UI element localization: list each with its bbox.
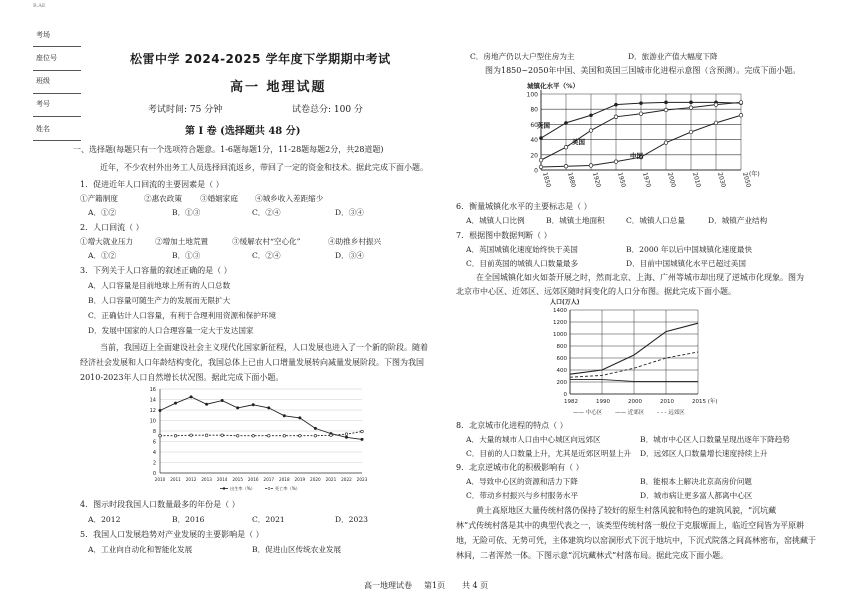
- q9-option-b[interactable]: B．能根本上解决北京高房价问题: [640, 477, 752, 486]
- death-rate-point: [205, 434, 208, 437]
- corner-mark: B.AE: [33, 3, 46, 9]
- legend-inner: —— 近郊区: [615, 410, 645, 416]
- field-exam-number: 考号: [36, 100, 50, 108]
- series-label: 美国: [572, 138, 585, 147]
- q1-option-c[interactable]: C．②④: [252, 208, 281, 217]
- death-rate-point: [283, 434, 286, 437]
- death-rate-point: [330, 434, 333, 437]
- q2-option-b[interactable]: B．①③: [172, 251, 201, 260]
- q2-item: ①增大就业压力: [80, 237, 134, 246]
- x-tick-label: 2015 (年): [692, 399, 718, 405]
- chart-grid: [160, 389, 362, 473]
- q4-option-a[interactable]: A．2012: [88, 515, 121, 524]
- y-tick-label: 40: [530, 137, 538, 145]
- series-point: [564, 164, 568, 168]
- q2-item: ③缓解农村“空心化”: [232, 237, 301, 246]
- legend-birth-label: 出生率（%）: [230, 486, 255, 491]
- y-tick-label: 0: [152, 471, 156, 477]
- x-tick-label: 1970: [641, 171, 652, 189]
- birth-rate-point: [190, 395, 193, 398]
- x-tick-label: 2010: [154, 477, 166, 482]
- q9-option-c[interactable]: C．带动乡村振兴与乡村服务水平: [466, 491, 579, 500]
- footer-title: 高一地理试卷: [364, 581, 412, 590]
- divider: [33, 140, 81, 141]
- q3-option-d[interactable]: D．发展中国家的人口合理容量一定大于发达国家: [88, 326, 254, 335]
- series-point: [689, 101, 693, 105]
- q6-option-c[interactable]: C．城镇人口总量: [626, 216, 685, 225]
- series-point: [614, 115, 618, 119]
- death-rate-point: [236, 434, 239, 437]
- passage-text: 林间，二者浑然一体。下图示意“沉坑藏林式”村落布局。据此完成下面小题。: [456, 551, 729, 560]
- question-3-stem: 3．下列关于人口容量的叙述正确的是（ ）: [80, 266, 232, 275]
- q4-option-b[interactable]: B．2016: [172, 515, 205, 524]
- y-tick-label: 6: [152, 439, 156, 446]
- q8-option-a[interactable]: A．大量的城市人口由中心城区向远郊区: [466, 435, 601, 444]
- q3-option-b[interactable]: B．人口容量可随生产力的发展而无限扩大: [88, 296, 231, 305]
- x-tick-label: 2030: [716, 171, 727, 189]
- death-rate-point: [174, 434, 177, 437]
- series-point: [614, 160, 618, 164]
- y-tick-label: 60: [530, 121, 538, 129]
- x-tick-label: 1982: [564, 399, 578, 405]
- x-tick-label: 2020: [310, 477, 321, 482]
- field-name: 姓名: [36, 125, 50, 133]
- exam-title: 松雷中学 2024-2025 学年度下学期期中考试: [130, 52, 391, 66]
- death-rate-point: [190, 434, 193, 437]
- q5-option-b[interactable]: B．促进山区传统农业发展: [252, 545, 342, 554]
- field-seat: 座位号: [36, 54, 57, 62]
- legend-birth-marker: [223, 487, 225, 489]
- divider: [33, 93, 81, 94]
- x-tick-label: 2017: [263, 477, 275, 482]
- x-unit-label: (年): [749, 171, 760, 178]
- birth-rate-point: [361, 438, 364, 441]
- series-point: [664, 108, 668, 112]
- exam-score: 试卷总分: 100 分: [292, 105, 363, 115]
- divider: [33, 46, 81, 47]
- passage-text: 黄土高原地区大量传统村落仍保持了较好的原生村落风貌和特色的建筑风貌，“沉坑藏: [476, 506, 777, 515]
- birth-rate-point: [205, 403, 208, 406]
- beijing-population-chart: [530, 296, 740, 418]
- birth-rate-point: [174, 402, 177, 405]
- y-axis-title: 城镇化水平（%）: [527, 82, 580, 90]
- series-point: [564, 121, 568, 125]
- y-tick-label: 2: [152, 460, 156, 467]
- y-axis-title: 人口(万人): [550, 299, 580, 306]
- x-tick-label: 2011: [170, 477, 181, 482]
- y-tick-label: 0: [534, 167, 538, 175]
- section-instructions: 一、选择题(每题只有一个选项符合题意。1-6题每题1分，11-28题每题2分，共28道题): [73, 145, 384, 154]
- question-5-stem: 5．我国人口发展趋势对产业发展的主要影响是（ ）: [80, 530, 264, 539]
- series-point: [739, 101, 743, 105]
- q5-option-d[interactable]: D．旅游业产值大幅度下降: [628, 52, 718, 61]
- x-tick-label: 1850: [541, 171, 552, 189]
- y-tick-label: 100: [526, 91, 538, 99]
- question-1-stem: 1．促进近年人口回流的主要因素是（ ）: [80, 180, 224, 189]
- passage-text: 当前，我国迈上全面建设社会主义现代化国家新征程，人口发展也进入了一个新的阶段。随着: [100, 343, 428, 352]
- urbanization-chart: [505, 80, 775, 198]
- chart-labels: [527, 81, 760, 188]
- q8-option-b[interactable]: B．城市中心区人口数量呈现出逐年下降趋势: [640, 435, 790, 444]
- y-tick-label: 8: [152, 429, 156, 435]
- passage-text: 图为1850~2050年中国、美国和英国三国城市化进程示意图（含预测）。完成下面小题。: [485, 66, 801, 75]
- death-rate-point: [361, 430, 364, 433]
- q6-option-d[interactable]: D．城镇产业结构: [708, 216, 768, 225]
- q1-item: ②惠农政策: [144, 194, 182, 203]
- birth-rate-point: [236, 406, 239, 409]
- birth-rate-point: [159, 409, 162, 412]
- y-tick-label: 600: [556, 356, 567, 362]
- y-tick-label: 1000: [553, 332, 567, 338]
- question-6-stem: 6．衡量城镇化水平的主要标志是（ ）: [456, 202, 592, 211]
- birth-rate-point: [345, 436, 348, 439]
- q1-option-a[interactable]: A．①②: [88, 208, 117, 217]
- death-rate-point: [221, 434, 224, 437]
- series-label: 英国: [537, 121, 550, 130]
- legend-outer: - - - 远郊区: [657, 410, 685, 416]
- y-tick-label: 1200: [553, 320, 567, 326]
- q6-option-b[interactable]: B．城镇土地面积: [546, 216, 605, 225]
- x-tick-label: 2015: [232, 477, 244, 482]
- q7-option-d[interactable]: D．目前中国城镇化水平已超过美国: [626, 259, 746, 268]
- exam-time: 考试时间: 75 分钟: [148, 105, 223, 115]
- x-tick-label: 2000: [628, 399, 642, 405]
- birth-rate-point: [314, 427, 317, 430]
- q3-option-a[interactable]: A．人口容量是目前地球上所有的人口总数: [88, 281, 231, 290]
- series-point: [589, 129, 593, 133]
- legend-center: —— 中心区: [573, 410, 603, 416]
- series-point: [614, 103, 618, 107]
- series-point: [664, 141, 668, 145]
- q1-item: ③婚姻家庭: [200, 194, 238, 203]
- passage-text: 北京市中心区、近郊区、远郊区随时间变化的人口分布图。据此完成下面小题。: [456, 287, 736, 296]
- x-tick-label: 2023: [356, 477, 368, 482]
- field-class: 班级: [36, 77, 50, 85]
- q4-option-d[interactable]: D．2023: [335, 515, 369, 524]
- y-tick-label: 20: [530, 152, 538, 160]
- q8-option-d[interactable]: D．远郊区人口数量增长速度持续上升: [640, 449, 768, 458]
- x-tick-label: 2050: [741, 171, 752, 189]
- q1-item: ④城乡收入差距缩少: [255, 194, 324, 203]
- death-rate-point: [267, 434, 270, 437]
- y-tick-label: 400: [556, 368, 567, 374]
- chart-series: [159, 395, 364, 441]
- series-point: [689, 106, 693, 110]
- series-point: [639, 112, 643, 116]
- y-tick-label: 0: [563, 392, 567, 398]
- question-2-stem: 2．人口回流（ ）: [80, 223, 144, 232]
- series-point: [664, 101, 668, 105]
- series-point: [714, 121, 718, 125]
- x-tick-label: 2012: [185, 477, 197, 482]
- question-9-stem: 9．北京逆城市化的积极影响有（ ）: [456, 463, 584, 472]
- passage-text: 经济社会发展和人口年龄结构变化，我国总体上已由人口增量发展转向减量发展阶段。下图为我国: [80, 358, 424, 367]
- y-tick-label: 80: [530, 106, 538, 114]
- passage-text: 近年，不少农村外出务工人员选择回流返乡，带回了一定的资金和技术。据此完成下面小题。: [100, 163, 428, 172]
- series-point: [639, 101, 643, 105]
- divider: [33, 116, 81, 117]
- x-tick-label: 2010: [660, 399, 674, 405]
- birth-rate-point: [267, 406, 270, 409]
- q8-option-c[interactable]: C．目前的人口数量上升，尤其是近郊区明显上升: [466, 449, 632, 458]
- y-tick-label: 12: [149, 408, 156, 414]
- death-rate-point: [345, 433, 348, 436]
- passage-text: 地，无险可依、无势可凭，主体建筑均以窑洞形式下沉于地坑中，下沉式院落之间高林密布，窑挑藏于: [456, 536, 816, 545]
- series-point: [539, 165, 543, 169]
- birth-rate-point: [283, 414, 286, 417]
- q1-item: ①产籍制度: [80, 194, 118, 203]
- q5-option-a[interactable]: A．工业向自动化和智能化发展: [88, 545, 193, 554]
- series-point: [739, 113, 743, 117]
- q6-option-a[interactable]: A．城镇人口比例: [466, 216, 525, 225]
- x-tick-label: 2022: [341, 477, 352, 482]
- x-tick-label: 2018: [278, 477, 290, 482]
- chart-labels: [150, 387, 368, 492]
- question-4-stem: 4．图示时段我国人口数量最多的年份是（ ）: [80, 500, 240, 509]
- x-tick-label: 1950: [616, 171, 627, 189]
- series-point: [589, 164, 593, 168]
- q2-item: ②增加土地荒置: [155, 237, 209, 246]
- q3-option-c[interactable]: C．正确估计人口容量，有利于合理利用资源和保护环境: [88, 311, 277, 320]
- x-tick-label: 2019: [294, 477, 306, 482]
- legend-death-marker: [268, 487, 270, 489]
- footer-total: 共 4 页: [462, 581, 489, 590]
- legend-death-label: 死亡率（%）: [275, 486, 300, 491]
- question-7-stem: 7．根据图中数据判断（ ）: [456, 231, 552, 240]
- x-tick-label: 1880: [566, 171, 577, 189]
- x-tick-label: 2016: [247, 477, 259, 482]
- y-tick-label: 16: [149, 387, 156, 393]
- q4-option-c[interactable]: C．2021: [252, 515, 285, 524]
- y-tick-label: 14: [149, 397, 156, 404]
- death-rate-point: [299, 434, 302, 437]
- birth-rate-point: [252, 403, 255, 406]
- q7-option-b[interactable]: B．2000 年以后中国城镇化速度最快: [626, 245, 753, 254]
- field-exam-room: 考场: [36, 31, 50, 39]
- series-label: 中国: [630, 151, 643, 160]
- series-point: [589, 113, 593, 117]
- y-tick-label: 4: [152, 450, 156, 456]
- divider: [33, 70, 81, 71]
- x-tick-label: 2010: [691, 171, 702, 189]
- q2-option-a[interactable]: A．①②: [88, 251, 117, 260]
- passage-text: 林”式传统村落是其中的典型代表之一，该类型传统村落一般位于克服塬面上，临近空间皆为平原耕: [456, 521, 805, 530]
- q2-option-c[interactable]: C．②④: [252, 251, 281, 260]
- population-growth-chart: [140, 383, 372, 493]
- y-tick-label: 1400: [553, 308, 567, 314]
- x-tick-label: 1920: [591, 171, 602, 189]
- q5-option-c[interactable]: C．房地产仍以大户型住房为主: [470, 52, 575, 61]
- birth-rate-point: [298, 416, 301, 419]
- x-tick-label: 2000: [666, 171, 677, 189]
- y-tick-label: 10: [149, 418, 156, 425]
- series-point: [539, 158, 543, 162]
- death-rate-point: [314, 434, 317, 437]
- x-tick-label: 2014: [216, 477, 228, 482]
- footer-page: 第1页: [424, 581, 446, 590]
- q9-option-a[interactable]: A．导致中心区的资源和活力下降: [466, 477, 578, 486]
- series-point: [539, 136, 543, 140]
- q1-option-b[interactable]: B．①③: [172, 208, 201, 217]
- birth-rate-point: [221, 399, 224, 402]
- q7-option-a[interactable]: A．英国城镇化速度始终快于美国: [466, 245, 578, 254]
- x-tick-label: 2013: [201, 477, 212, 482]
- series-point: [564, 145, 568, 149]
- y-tick-label: 800: [556, 344, 567, 350]
- q1-option-d[interactable]: D．③④: [335, 208, 364, 217]
- q9-option-d[interactable]: D．城市病让更多富人都离中心区: [640, 491, 753, 500]
- passage-text: 在全国城镇化如火如荼开展之时，然而北京、上海、广州等城市却出现了逆城市化现象。图为: [476, 273, 804, 282]
- death-rate-point: [252, 434, 255, 437]
- y-tick-label: 200: [556, 380, 567, 386]
- x-tick-label: 2021: [325, 477, 337, 482]
- passage-text: 2010-2023年人口自然增长状况图。据此完成下面小题。: [80, 373, 284, 382]
- question-8-stem: 8．北京城市化进程的特点（ ）: [456, 421, 568, 430]
- q2-item: ④助推乡村振兴: [328, 237, 382, 246]
- x-tick-label: 1990: [596, 399, 610, 405]
- death-rate-point: [159, 434, 162, 437]
- series-point: [689, 130, 693, 134]
- series-point: [714, 103, 718, 107]
- exam-subtitle: 高一 地理试题: [230, 80, 327, 95]
- q2-option-d[interactable]: D．③④: [335, 251, 364, 260]
- q7-option-c[interactable]: C．目前英国的城镇人口数量最多: [466, 259, 579, 268]
- section-title: 第 I 卷 (选择题共 48 分): [185, 126, 301, 137]
